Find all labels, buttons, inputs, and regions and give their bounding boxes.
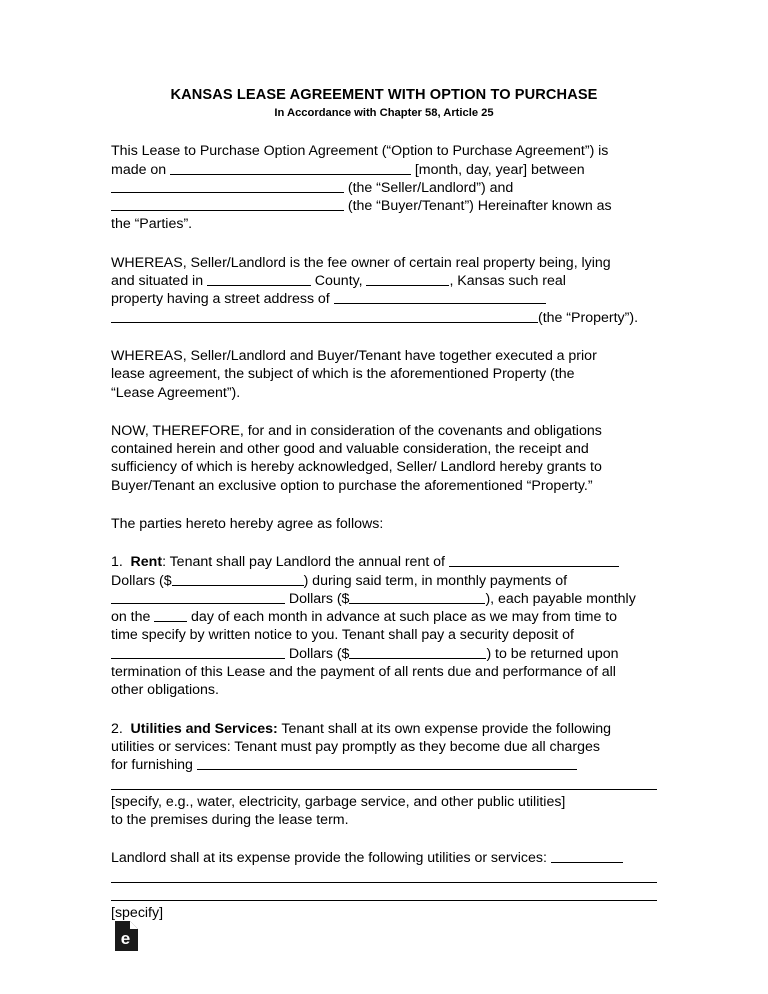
section-1-line-6-post: ) to be returned upon bbox=[486, 645, 619, 662]
eforms-logo bbox=[115, 921, 138, 951]
whereas-first-paragraph bbox=[111, 254, 657, 327]
whereas1-line-2-mid: County, bbox=[314, 273, 363, 290]
section-1-line-3-mid: Dollars ($ bbox=[288, 590, 350, 607]
section-2-line-2: utilities or services: Tenant must pay promptly as they become due all charges bbox=[111, 738, 601, 755]
landlord-blank-line-row-2 bbox=[111, 886, 657, 904]
now-therefore-line-3: sufficiency of which is hereby acknowledged, Seller/ Landlord hereby grants to bbox=[111, 459, 602, 476]
whereas1-line-3-pre: property having a street address of bbox=[111, 291, 330, 308]
utilities-blank-line[interactable] bbox=[111, 789, 657, 790]
landlord-utilities-text: Landlord shall at its expense provide the following utilities or services: bbox=[111, 850, 547, 867]
county-blank[interactable] bbox=[207, 272, 311, 286]
section-2-line-3-pre: for furnishing bbox=[111, 757, 193, 774]
utilities-specify-note-text: [specify, e.g., water, electricity, garbage service, and other public utilities] bbox=[111, 793, 566, 810]
now-therefore-line-1: NOW, THEREFORE, for and in consideration of the covenants and obligations bbox=[111, 422, 602, 439]
monthly-rent-amount-blank[interactable] bbox=[349, 590, 485, 604]
seller-landlord-blank[interactable] bbox=[111, 179, 344, 193]
landlord-blank-line-row-1 bbox=[111, 868, 657, 886]
section-1-line-2-post: ) during said term, in monthly payments of bbox=[303, 572, 568, 589]
section-2-heading: Utilities and Services: bbox=[130, 720, 278, 737]
section-utilities bbox=[111, 720, 657, 775]
now-therefore-line-4: Buyer/Tenant an exclusive option to purchase the aforementioned “Property.” bbox=[111, 477, 593, 494]
city-blank[interactable] bbox=[366, 272, 449, 286]
intro-line-2-post: [month, day, year] between bbox=[414, 161, 585, 178]
landlord-blank-line-2[interactable] bbox=[111, 900, 657, 901]
intro-paragraph bbox=[111, 142, 657, 233]
landlord-utilities-paragraph bbox=[111, 849, 657, 867]
now-therefore-line-2: contained herein and other good and valuable consideration, the receipt and bbox=[111, 441, 589, 458]
section-1-line-3-post: ), each payable monthly bbox=[485, 590, 636, 607]
section-1-line-4-post: day of each month in advance at such place as we may from time to bbox=[191, 609, 618, 626]
section-1-line-4-pre: on the bbox=[111, 609, 151, 626]
annual-rent-words-blank[interactable] bbox=[449, 553, 619, 567]
monthly-rent-words-blank[interactable] bbox=[111, 590, 285, 604]
intro-line-3-post: (the “Seller/Landlord”) and bbox=[347, 179, 514, 196]
due-day-blank[interactable] bbox=[154, 608, 187, 622]
intro-line-4-post: (the “Buyer/Tenant”) Hereinafter known as bbox=[347, 198, 612, 215]
section-2-line-5: to the premises during the lease term. bbox=[111, 812, 349, 829]
document-page-icon bbox=[115, 921, 138, 951]
whereas1-line-1: WHEREAS, Seller/Landlord is the fee owner of certain real property being, lying bbox=[111, 254, 611, 271]
agreement-intro-line: The parties hereto hereby agree as follows: bbox=[111, 515, 384, 532]
page-title: KANSAS LEASE AGREEMENT WITH OPTION TO PURCHASE bbox=[170, 87, 598, 103]
section-1-heading: Rent bbox=[130, 554, 163, 571]
section-rent bbox=[111, 553, 657, 699]
buyer-tenant-blank[interactable] bbox=[111, 197, 344, 211]
street-address-blank[interactable] bbox=[334, 290, 546, 304]
landlord-specify-note: [specify] bbox=[111, 905, 164, 922]
section-1-line-1-pre: : Tenant shall pay Landlord the annual rent of bbox=[162, 554, 445, 571]
section-1-number: 1. bbox=[111, 554, 123, 571]
section-1-line-8: other obligations. bbox=[111, 682, 219, 699]
date-blank[interactable] bbox=[170, 161, 411, 175]
security-deposit-words-blank[interactable] bbox=[111, 645, 285, 659]
section-1-line-5: time specify by written notice to you. Tenant shall pay a security deposit of bbox=[111, 627, 574, 644]
intro-line-2-pre: made on bbox=[111, 161, 167, 178]
furnishing-utilities-blank[interactable] bbox=[197, 756, 577, 770]
whereas2-line-1: WHEREAS, Seller/Landlord and Buyer/Tenant have together executed a prior bbox=[111, 347, 597, 364]
utilities-blank-line-row bbox=[111, 775, 657, 793]
section-1-line-6-mid: Dollars ($ bbox=[288, 645, 350, 662]
whereas2-line-3: “Lease Agreement”). bbox=[111, 384, 241, 401]
intro-line-1: This Lease to Purchase Option Agreement (“Option to Purchase Agreement”) is bbox=[111, 143, 609, 160]
whereas-second-paragraph bbox=[111, 347, 657, 402]
landlord-blank-line-1[interactable] bbox=[111, 882, 657, 883]
street-address-blank-continued[interactable] bbox=[111, 309, 538, 323]
whereas1-line-4-post: (the “Property”). bbox=[538, 309, 639, 326]
intro-line-5: the “Parties”. bbox=[111, 216, 193, 233]
whereas1-line-2-post: , Kansas such real bbox=[449, 273, 566, 290]
section-1-line-2-pre: Dollars ($ bbox=[111, 572, 172, 589]
landlord-utilities-blank[interactable] bbox=[551, 849, 623, 863]
document-body bbox=[111, 86, 657, 923]
section-2-number: 2. bbox=[111, 720, 123, 737]
section-1-line-7: termination of this Lease and the payment of all rents due and performance of all bbox=[111, 664, 616, 681]
annual-rent-amount-blank[interactable] bbox=[172, 572, 304, 586]
security-deposit-amount-blank[interactable] bbox=[349, 645, 486, 659]
page-subtitle: In Accordance with Chapter 58, Article 25 bbox=[274, 107, 494, 120]
now-therefore-paragraph bbox=[111, 422, 657, 495]
section-2-line-1-post: Tenant shall at its own expense provide the following bbox=[277, 720, 612, 737]
whereas1-line-2-pre: and situated in bbox=[111, 273, 204, 290]
logo-letter: e bbox=[120, 929, 131, 948]
utilities-specify-note bbox=[111, 793, 657, 830]
whereas2-line-2: lease agreement, the subject of which is the aforementioned Property (the bbox=[111, 366, 575, 383]
